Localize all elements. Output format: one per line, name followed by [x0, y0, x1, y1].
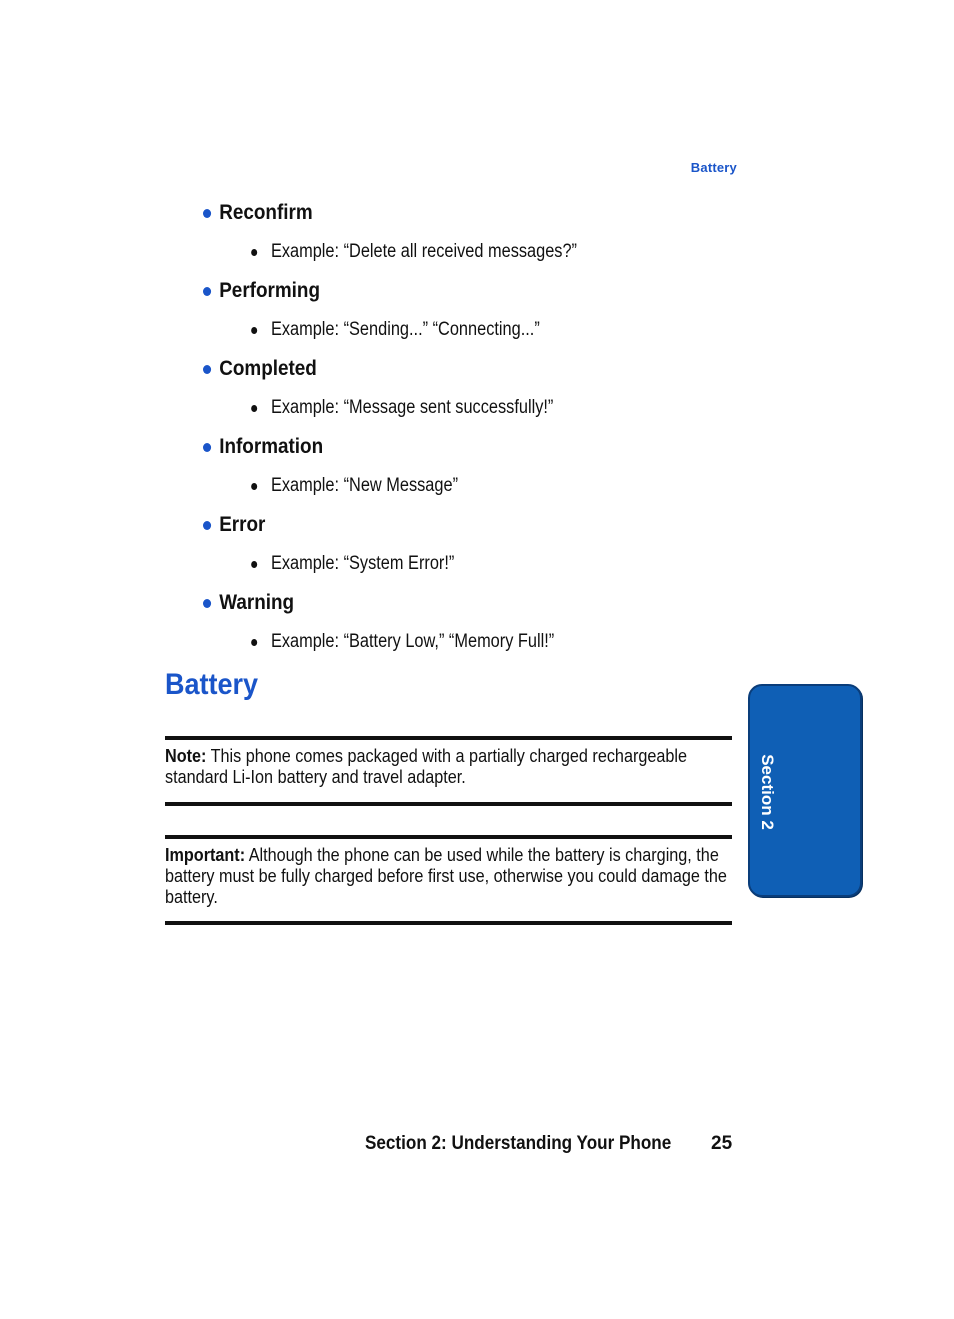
list-item-title [203, 197, 689, 229]
important-text [165, 845, 731, 908]
bullet-icon [203, 365, 211, 374]
running-header: Battery [690, 160, 737, 175]
section-heading: Battery [165, 668, 259, 701]
sub-bullet-icon [251, 561, 257, 568]
list-item [203, 431, 743, 509]
important-box [165, 835, 732, 925]
note-body: This phone comes packaged with a partially charged rechargeable standard Li-Ion battery and travel adapter. [165, 746, 687, 787]
list-item-example-text: Example: “New Message” [270, 475, 459, 496]
bullet-icon [203, 209, 211, 218]
list-item-example [203, 541, 667, 587]
sub-bullet-icon [251, 405, 257, 412]
list-item-example-text: Example: “Message sent successfully!” [270, 397, 554, 418]
list-item-title [203, 431, 689, 463]
list-item-title [203, 275, 689, 307]
sub-bullet-icon [251, 327, 257, 334]
list-item [203, 197, 743, 275]
note-text [165, 746, 731, 788]
list-item [203, 275, 743, 353]
list-item-example-text: Example: “System Error!” [270, 553, 455, 574]
list-item-example-text: Example: “Sending...” “Connecting...” [270, 319, 540, 340]
message-type-list [203, 197, 743, 665]
list-item-label: Reconfirm [219, 201, 313, 224]
list-item-example [203, 229, 667, 275]
list-item-title [203, 587, 689, 619]
list-item-example [203, 463, 667, 509]
important-label: Important: [165, 845, 246, 865]
important-body: Although the phone can be used while the battery is charging, the battery must be fully charged before first use, otherwise you could damage the battery. [165, 845, 727, 907]
list-item-example [203, 385, 667, 431]
list-item [203, 353, 743, 431]
note-label: Note: [165, 746, 207, 766]
list-item-label: Completed [219, 357, 317, 380]
sub-bullet-icon [251, 483, 257, 490]
note-box [165, 736, 732, 806]
list-item-label: Warning [219, 591, 295, 614]
bullet-icon [203, 443, 211, 452]
list-item-label: Information [219, 435, 324, 458]
footer-section-title: Section 2: Understanding Your Phone [365, 1133, 672, 1154]
bullet-icon [203, 521, 211, 530]
list-item-example [203, 307, 667, 353]
list-item [203, 509, 743, 587]
page-number: 25 [711, 1133, 733, 1154]
section-side-tab-label: Section 2 [758, 754, 777, 830]
list-item-title [203, 353, 689, 385]
sub-bullet-icon [251, 639, 257, 646]
list-item-example-text: Example: “Delete all received messages?” [270, 241, 578, 262]
list-item-example-text: Example: “Battery Low,” “Memory Full!” [270, 631, 555, 652]
list-item-title [203, 509, 689, 541]
list-item-label: Performing [219, 279, 321, 302]
sub-bullet-icon [251, 249, 257, 256]
list-item-example [203, 619, 667, 665]
bullet-icon [203, 287, 211, 296]
list-item-label: Error [219, 513, 266, 536]
bullet-icon [203, 599, 211, 608]
list-item [203, 587, 743, 665]
